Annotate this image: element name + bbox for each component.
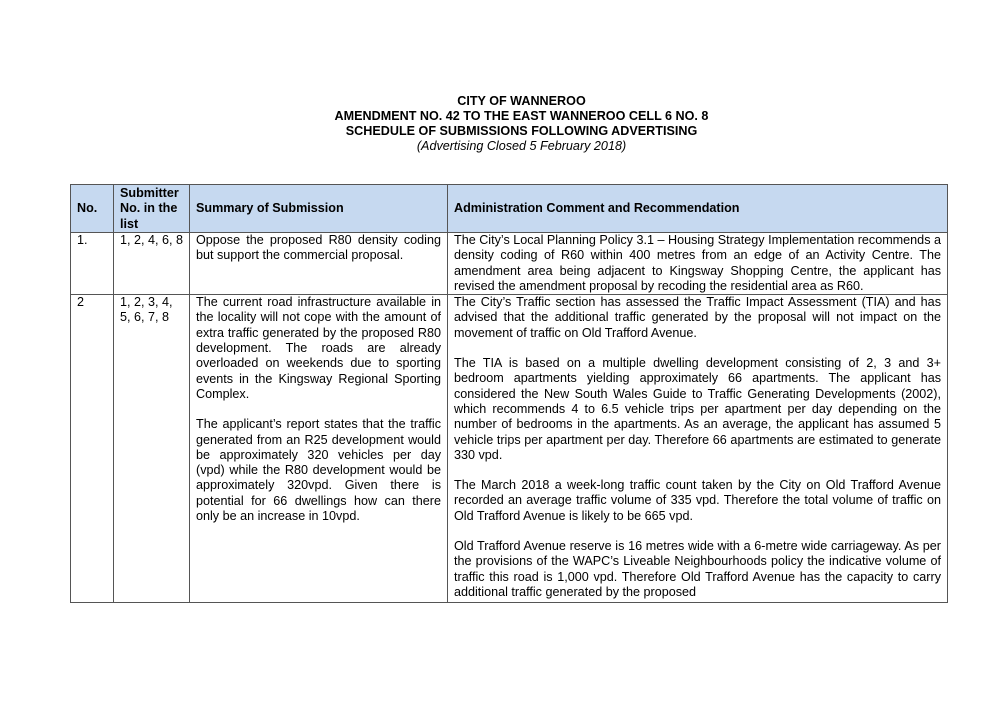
- row-submitters: 1, 2, 3, 4, 5, 6, 7, 8: [114, 295, 190, 603]
- row-summary: [190, 233, 448, 295]
- comment-clip: [454, 295, 941, 602]
- header-summary: Summary of Submission: [190, 185, 448, 233]
- row-number: 2: [71, 295, 114, 603]
- header-no: No.: [71, 185, 114, 233]
- comment-paragraph: The City’s Traffic section has assessed the Traffic Impact Assessment (TIA) and has advised that the additional traffic generated by the proposal will not impact on the movement of traffic on Old Trafford Avenue.: [454, 295, 941, 340]
- summary-paragraph: The current road infrastructure available in the locality will not cope with the amount of extra traffic generated by the proposed R80 development. The roads are already overloaded on weekends due to sporting events in the Kingsway Regional Sporting Complex.: [196, 295, 441, 401]
- row-comment: [448, 233, 948, 295]
- comment-paragraph: Old Trafford Avenue reserve is 16 metres wide with a 6-metre wide carriageway. As per the provisions of the WAPC’s Liveable Neighbourhoods policy the indicative volume of traffic this road is 1,000 vpd. Therefore Old Trafford Avenue has the capacity to carry additional traffic generated by the proposed: [454, 539, 941, 599]
- row-number: 1.: [71, 233, 114, 295]
- table-row: [71, 295, 948, 603]
- comment-paragraph: The TIA is based on a multiple dwelling development consisting of 2, 3 and 3+ bedroom apartments yielding approximately 66 apartments. The applicant has considered the New South Wales Guide to Traffic Generating Developments (2002), which recommends 4 to 6.5 vehicle trips per apartment per day depending on the number of bedrooms in the apartments. As an average, the applicant has assumed 5 vehicle trips per apartment per day. Therefore 66 apartments are estimated to generate 330 vpd.: [454, 356, 941, 462]
- heading-city: CITY OF WANNEROO: [457, 94, 586, 108]
- submissions-table: [70, 184, 948, 603]
- comment-paragraph: The March 2018 a week-long traffic count taken by the City on Old Trafford Avenue recorded an average traffic volume of 335 vpd. Therefore the total volume of traffic on Old Trafford Avenue is likely to be 665 vpd.: [454, 478, 941, 523]
- row-submitters: 1, 2, 4, 6, 8: [114, 233, 190, 295]
- header-comment: Administration Comment and Recommendation: [448, 185, 948, 233]
- summary-paragraph: Oppose the proposed R80 density coding but support the commercial proposal.: [196, 233, 441, 263]
- row-summary: [190, 295, 448, 603]
- document-heading: [0, 94, 1000, 154]
- comment-paragraph: The City’s Local Planning Policy 3.1 – Housing Strategy Implementation recommends a density coding of R60 within 400 metres from an edge of an Activity Centre. The amendment area being adjacent to Kingsway Shopping Centre, the applicant has revised the amendment proposal by recoding the residential area as R60.: [454, 233, 941, 293]
- table-header-row: [71, 185, 948, 233]
- header-submitter: Submitter No. in the list: [114, 185, 190, 233]
- heading-advertising-closed: (Advertising Closed 5 February 2018): [416, 139, 627, 153]
- heading-amendment: AMENDMENT NO. 42 TO THE EAST WANNEROO CELL 6 NO. 8: [334, 109, 709, 123]
- summary-paragraph: The applicant’s report states that the traffic generated from an R25 development would be approximately 320 vehicles per day (vpd) while the R80 development would be approximately 320vpd. Given there is potential for 66 dwellings how can there only be an increase in 10vpd.: [196, 417, 441, 524]
- table-row: [71, 233, 948, 295]
- heading-schedule: SCHEDULE OF SUBMISSIONS FOLLOWING ADVERTISING: [345, 124, 698, 138]
- row-comment: [448, 295, 948, 603]
